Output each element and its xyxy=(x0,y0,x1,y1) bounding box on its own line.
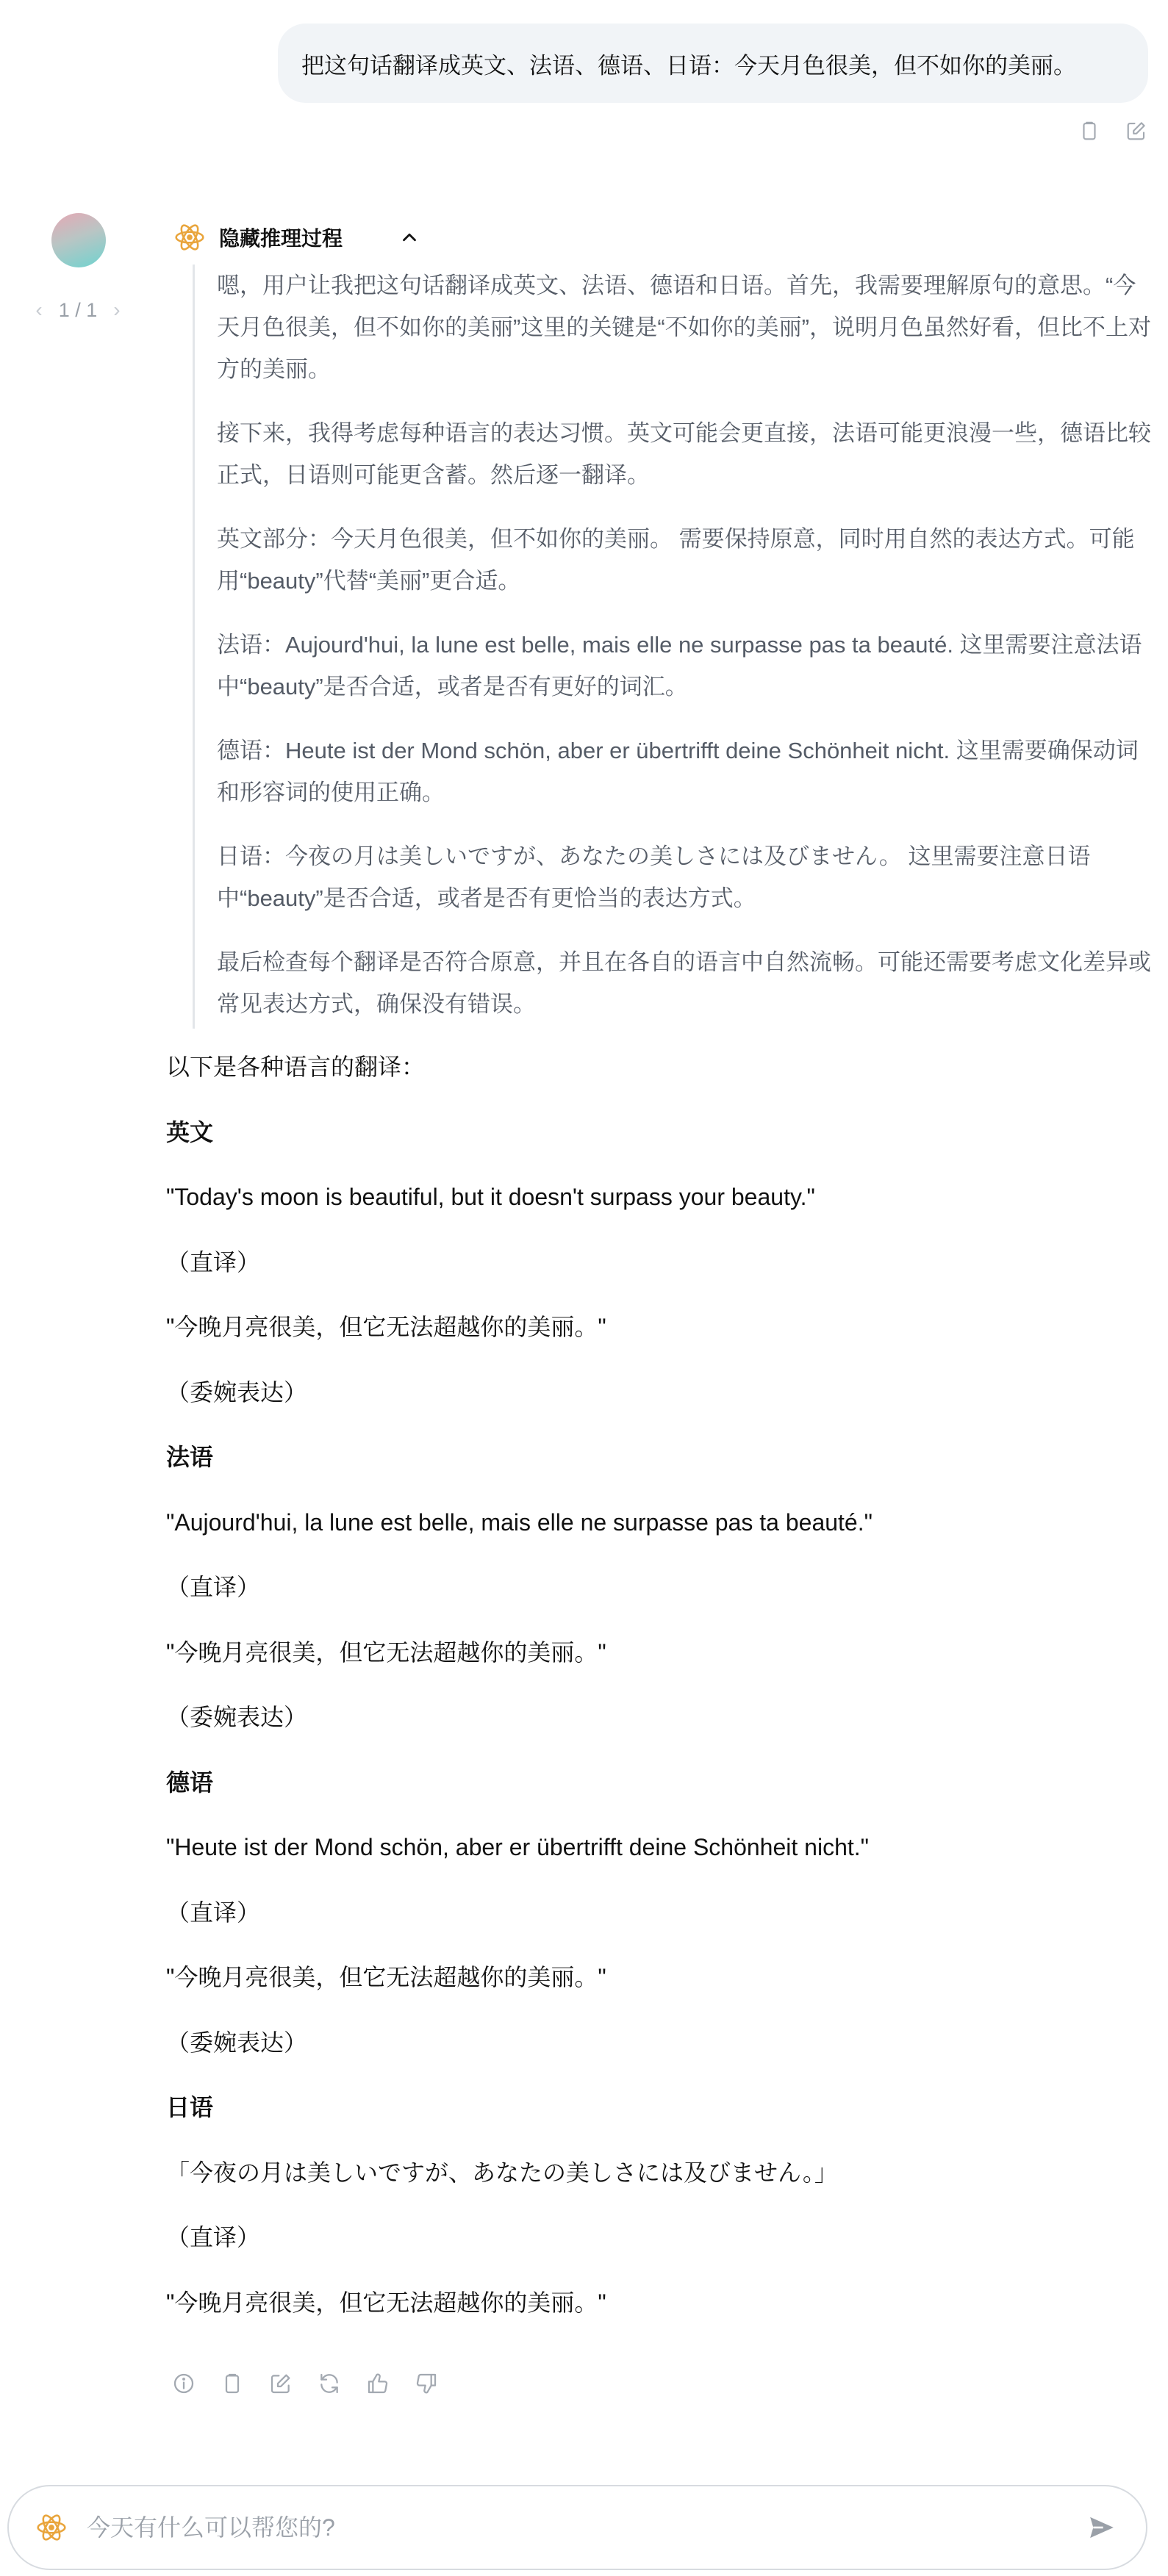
reasoning-paragraph: 日语：今夜の月は美しいですが、あなたの美しさには及びません。 这里需要注意日语中“beauty”是否合适，或者是否有更恰当的表达方式。 xyxy=(217,843,1091,911)
answer-line: （直译） xyxy=(166,2224,261,2251)
reasoning-paragraph: 嗯，用户让我把这句话翻译成英文、法语、德语和日语。首先，我需要理解原句的意思。“今天月色很美，但不如你的美丽”这里的关键是“不如你的美丽”，说明月色虽然好看，但比不上对方的美丽。 xyxy=(217,273,1151,382)
answer-line: "Today's moon is beautiful, but it doesn't surpass your beauty." xyxy=(166,1184,815,1210)
regenerate-icon[interactable] xyxy=(316,2370,343,2397)
response-pager xyxy=(26,298,129,322)
section-heading: 德语 xyxy=(166,1769,214,1796)
info-icon[interactable] xyxy=(171,2370,197,2397)
pager-label: 1 / 1 xyxy=(58,298,98,321)
answer-line: "今晚月亮很美，但它无法超越你的美丽。" xyxy=(166,1314,606,1340)
reasoning-paragraph: 德语：Heute ist der Mond schön, aber er übertrifft deine Schönheit nicht. 这里需要确保动词和形容词的使用正确。 xyxy=(217,738,1139,805)
edit-icon[interactable] xyxy=(268,2370,294,2397)
reasoning-paragraph: 法语：Aujourd'hui, la lune est belle, mais elle ne surpasse pas ta beauté. 这里需要注意法语中“beauty”是否合适，或者是否有更好的词汇。 xyxy=(217,632,1142,699)
answer-intro: 以下是各种语言的翻译： xyxy=(166,1054,426,1080)
section-heading: 日语 xyxy=(166,2094,214,2120)
send-icon xyxy=(1087,2513,1117,2542)
assistant-answer xyxy=(166,1051,1151,2351)
copy-icon[interactable] xyxy=(219,2370,246,2397)
chat-input-bar xyxy=(7,2485,1147,2570)
copy-icon[interactable] xyxy=(1076,118,1103,144)
user-message-text: 把这句话翻译成英文、法语、德语、日语：今天月色很美，但不如你的美丽。 xyxy=(301,52,1076,79)
answer-line: （直译） xyxy=(166,1248,261,1276)
atom-icon xyxy=(173,221,206,253)
reasoning-title: 隐藏推理过程 xyxy=(219,227,343,250)
reasoning-paragraph: 英文部分：今天月色很美，但不如你的美丽。 需要保持原意，同时用自然的表达方式。可能用“beauty”代替“美丽”更合适。 xyxy=(217,526,1135,594)
answer-line: （委婉表达） xyxy=(166,1704,308,1730)
answer-line: （直译） xyxy=(166,1574,261,1600)
reasoning-toggle[interactable] xyxy=(173,220,420,254)
user-message-bubble xyxy=(278,24,1148,103)
answer-line: （直译） xyxy=(166,1899,261,1926)
reasoning-paragraph: 接下来，我得考虑每种语言的表达习惯。英文可能会更直接，法语可能更浪漫一些，德语比较正式，日语则可能更含蓄。然后逐一翻译。 xyxy=(217,420,1151,488)
chat-input[interactable] xyxy=(87,2514,1084,2541)
user-message-actions xyxy=(1076,118,1150,144)
pager-next-button[interactable]: › xyxy=(113,298,121,321)
answer-line: "Aujourd'hui, la lune est belle, mais elle ne surpasse pas ta beauté." xyxy=(166,1508,873,1536)
answer-line: 「今夜の月は美しいですが、あなたの美しさには及びません。」 xyxy=(166,2159,838,2186)
thumbs-down-icon[interactable] xyxy=(413,2370,440,2397)
answer-line: "今晚月亮很美，但它无法超越你的美丽。" xyxy=(166,2289,606,2316)
edit-icon[interactable] xyxy=(1123,118,1150,144)
reasoning-paragraph: 最后检查每个翻译是否符合原意，并且在各自的语言中自然流畅。可能还需要考虑文化差异或常见表达方式，确保没有错误。 xyxy=(217,949,1151,1017)
atom-icon xyxy=(35,2511,68,2544)
answer-line: "今晚月亮很美，但它无法超越你的美丽。" xyxy=(166,1638,606,1666)
answer-line: "今晚月亮很美，但它无法超越你的美丽。" xyxy=(166,1964,606,1990)
pager-prev-button[interactable]: ‹ xyxy=(35,298,43,321)
answer-line: （委婉表达） xyxy=(166,2029,308,2056)
answer-line: "Heute ist der Mond schön, aber er übertrifft deine Schönheit nicht." xyxy=(166,1834,869,1860)
answer-line: （委婉表达） xyxy=(166,1378,308,1406)
thumbs-up-icon[interactable] xyxy=(365,2370,391,2397)
send-button[interactable] xyxy=(1084,2510,1119,2545)
avatar xyxy=(51,213,106,267)
chevron-up-icon[interactable] xyxy=(398,226,420,248)
section-heading: 英文 xyxy=(166,1118,214,1145)
reasoning-content xyxy=(193,265,1151,1029)
section-heading: 法语 xyxy=(166,1444,214,1470)
assistant-message-actions xyxy=(171,2370,440,2397)
